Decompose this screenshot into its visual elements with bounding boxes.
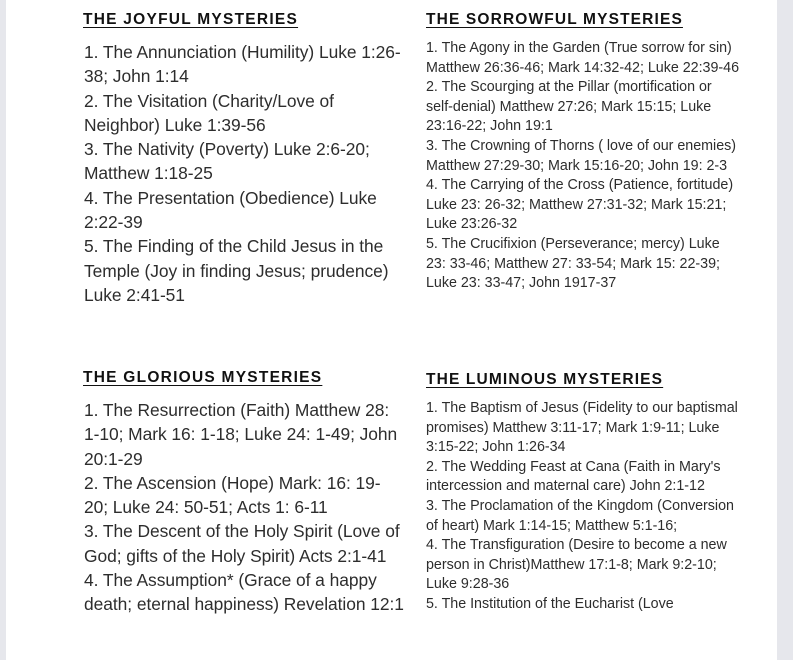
section-title-joyful: THE JOYFUL MYSTERIES <box>83 11 299 28</box>
mystery-item: 1. The Baptism of Jesus (Fidelity to our baptismal promises) Matthew 3:11-17; Mark 1:9-11; Luke 3:15-22; John 1:26-34 <box>426 400 738 456</box>
section-glorious-mysteries <box>74 369 404 617</box>
section-body-sorrowful <box>426 39 741 294</box>
mystery-item: 1. The Agony in the Garden (True sorrow for sin) Matthew 26:36-46; Mark 14:32-42; Luke 22:39-46 <box>426 40 740 76</box>
mystery-item: 4. The Carrying of the Cross (Patience, fortitude) Luke 23: 26-32; Matthew 27:31-32; Mark 15:21; Luke 23:26-32 <box>426 177 734 233</box>
section-luminous-mysteries <box>426 371 741 615</box>
mystery-item: 5. The Crucifixion (Perseverance; mercy) Luke 23: 33-46; Matthew 27: 33-54; Mark 15: 22-39; Luke 23: 33-47; John 1917-37 <box>426 235 720 292</box>
mystery-item: 2. The Ascension (Hope) Mark: 16: 19-20; Luke 24: 50-51; Acts 1: 6-11 <box>84 472 381 518</box>
mystery-item: 1. The Annunciation (Humility) Luke 1:26-38; John 1:14 <box>84 42 401 87</box>
mystery-item: 4. The Transfiguration (Desire to become a new person in Christ)Matthew 17:1-8; Mark 9:2-10; Luke 9:28-36 <box>426 537 727 593</box>
mystery-item: 3. The Descent of the Holy Spirit (Love of God; gifts of the Holy Spirit) Acts 2:1-41 <box>84 521 400 566</box>
mystery-item: 2. The Scourging at the Pillar (mortification or self-denial) Matthew 27:26; Mark 15:15; Luke 23:16-22; John 19:1 <box>426 79 712 135</box>
mystery-item: 3. The Proclamation of the Kingdom (Conversion of heart) Mark 1:14-15; Matthew 5:1-16; <box>426 497 734 534</box>
mystery-item: 3. The Nativity (Poverty) Luke 2:6-20; Matthew 1:18-25 <box>84 139 370 184</box>
mystery-item: 4. The Presentation (Obedience) Luke 2:22-39 <box>84 187 377 233</box>
section-body-glorious <box>74 398 404 617</box>
mystery-item: 5. The Finding of the Child Jesus in the Temple (Joy in finding Jesus; prudence) Luke 2:41-51 <box>84 236 389 305</box>
document-page <box>6 0 777 660</box>
mystery-item: 2. The Visitation (Charity/Love of Neighbor) Luke 1:39-56 <box>84 90 334 135</box>
mystery-item: 3. The Crowning of Thorns ( love of our enemies) Matthew 27:29-30; Mark 15:16-20; John 19: 2-3 <box>426 137 737 174</box>
section-title-luminous: THE LUMINOUS MYSTERIES <box>426 371 664 388</box>
mystery-item: 4. The Assumption* (Grace of a happy death; eternal happiness) Revelation 12:1 <box>84 570 404 615</box>
mystery-item: 5. The Institution of the Eucharist (Love <box>426 595 674 612</box>
section-title-sorrowful: THE SORROWFUL MYSTERIES <box>426 11 683 28</box>
mystery-item: 2. The Wedding Feast at Cana (Faith in Mary's intercession and maternal care) John 2:1-12 <box>426 458 721 495</box>
mystery-item: 1. The Resurrection (Faith) Matthew 28: 1-10; Mark 16: 1-18; Luke 24: 1-49; John 20:1-29 <box>84 400 398 469</box>
section-body-joyful <box>74 40 404 307</box>
section-body-luminous <box>426 399 741 615</box>
section-joyful-mysteries <box>74 11 404 307</box>
mysteries-grid <box>6 0 777 660</box>
section-title-glorious: THE GLORIOUS MYSTERIES <box>83 369 323 386</box>
section-sorrowful-mysteries <box>426 11 741 294</box>
